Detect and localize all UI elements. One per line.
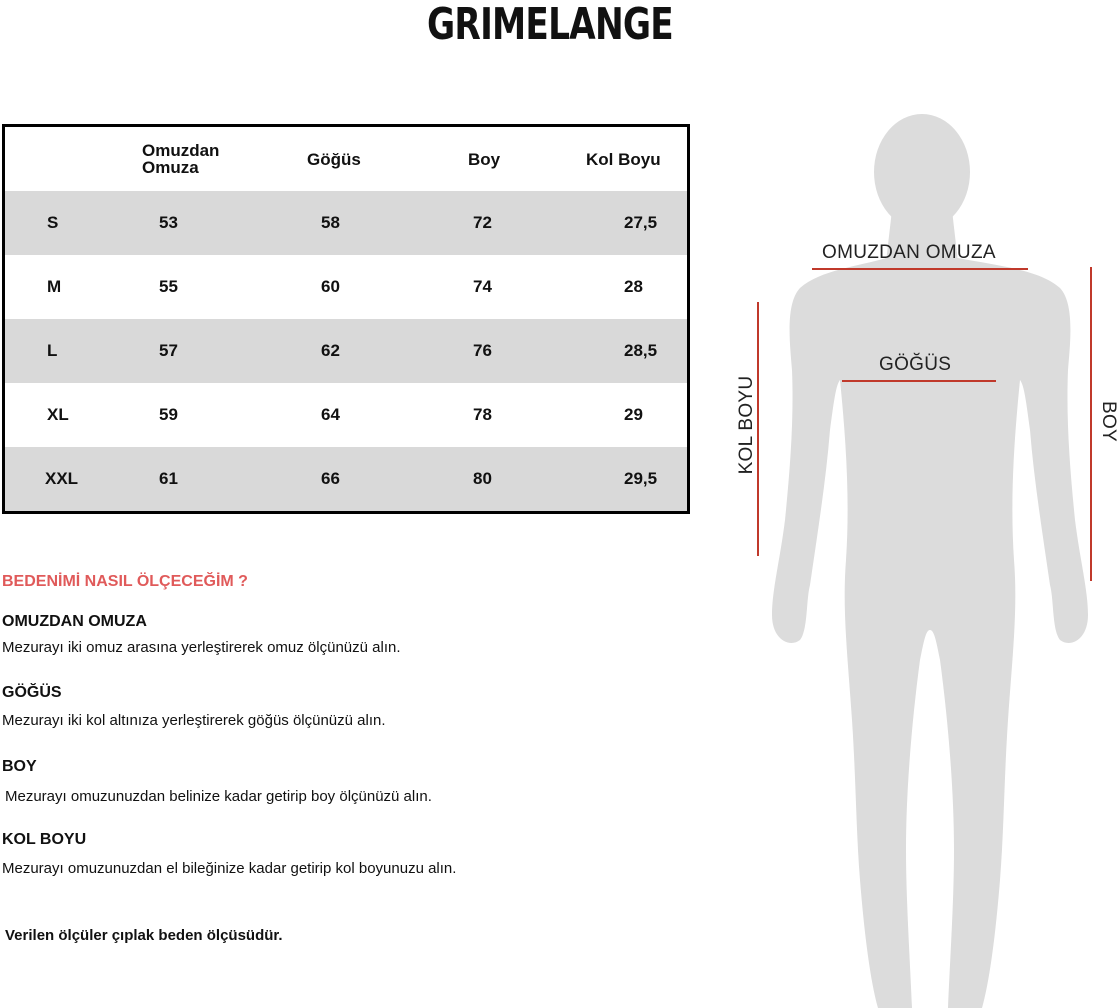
chest-cell: 60 [321,277,340,296]
length-cell: 72 [455,191,586,255]
sleeve-label: KOL BOYU [736,375,757,475]
length-cell: 74 [473,277,492,296]
sleeve-cell: 27,5 [586,191,687,255]
chest-cell: 58 [297,191,455,255]
sleeve-cell: 29,5 [586,447,687,511]
shoulder-cell: 59 [159,405,178,424]
chest-label: GÖĞÜS [879,354,952,375]
chest-section-title: GÖĞÜS [2,684,62,701]
chest-cell: 62 [297,319,455,383]
length-cell: 78 [473,405,492,424]
shoulder-cell: 53 [133,191,297,255]
shoulder-cell: 55 [159,277,178,296]
how-to-measure-title: BEDENİMİ NASIL ÖLÇECEĞİM ? [2,573,248,590]
shoulder-section-text: Mezurayı iki omuz arasına yerleştirerek omuz ölçünüzü alın. [2,639,401,656]
measurement-note: Verilen ölçüler çıplak beden ölçüsüdür. [5,927,283,944]
length-cell: 80 [455,447,586,511]
shoulder-section-title: OMUZDAN OMUZA [2,613,147,630]
sleeve-cell: 28,5 [586,319,687,383]
chest-measure-line [842,380,996,382]
size-cell: XL [47,405,69,424]
sleeve-section-title: KOL BOYU [2,831,87,848]
shoulder-label: OMUZDAN OMUZA [822,242,996,263]
length-cell: 76 [455,319,586,383]
length-label: BOY [1098,401,1119,443]
length-section-title: BOY [2,758,37,775]
shoulder-cell: 61 [133,447,297,511]
chest-cell: 66 [297,447,455,511]
table-header-length: Boy [468,149,501,169]
size-cell: L [5,319,133,383]
table-header-shoulder: Omuzdan Omuza [142,141,220,177]
length-section-text: Mezurayı omuzunuzdan belinize kadar getirip boy ölçünüzü alın. [5,788,432,805]
size-cell: S [5,191,133,255]
sleeve-cell: 29 [624,405,643,424]
size-cell: XXL [5,447,133,511]
size-cell: M [47,277,62,296]
chest-section-text: Mezurayı iki kol altınıza yerleştirerek göğüs ölçünüzü alın. [2,712,386,729]
length-measure-line [1090,267,1092,581]
shoulder-cell: 57 [133,319,297,383]
sleeve-cell: 28 [624,277,643,296]
sleeve-section-text: Mezurayı omuzunuzdan el bileğinize kadar getirip kol boyunuzu alın. [2,860,457,877]
brand-logo: GRIMELANGE [427,0,673,50]
shoulder-measure-line [812,268,1028,270]
chest-cell: 64 [321,405,340,424]
table-header-sleeve: Kol Boyu [586,149,661,169]
table-header-chest: Göğüs [307,149,361,169]
